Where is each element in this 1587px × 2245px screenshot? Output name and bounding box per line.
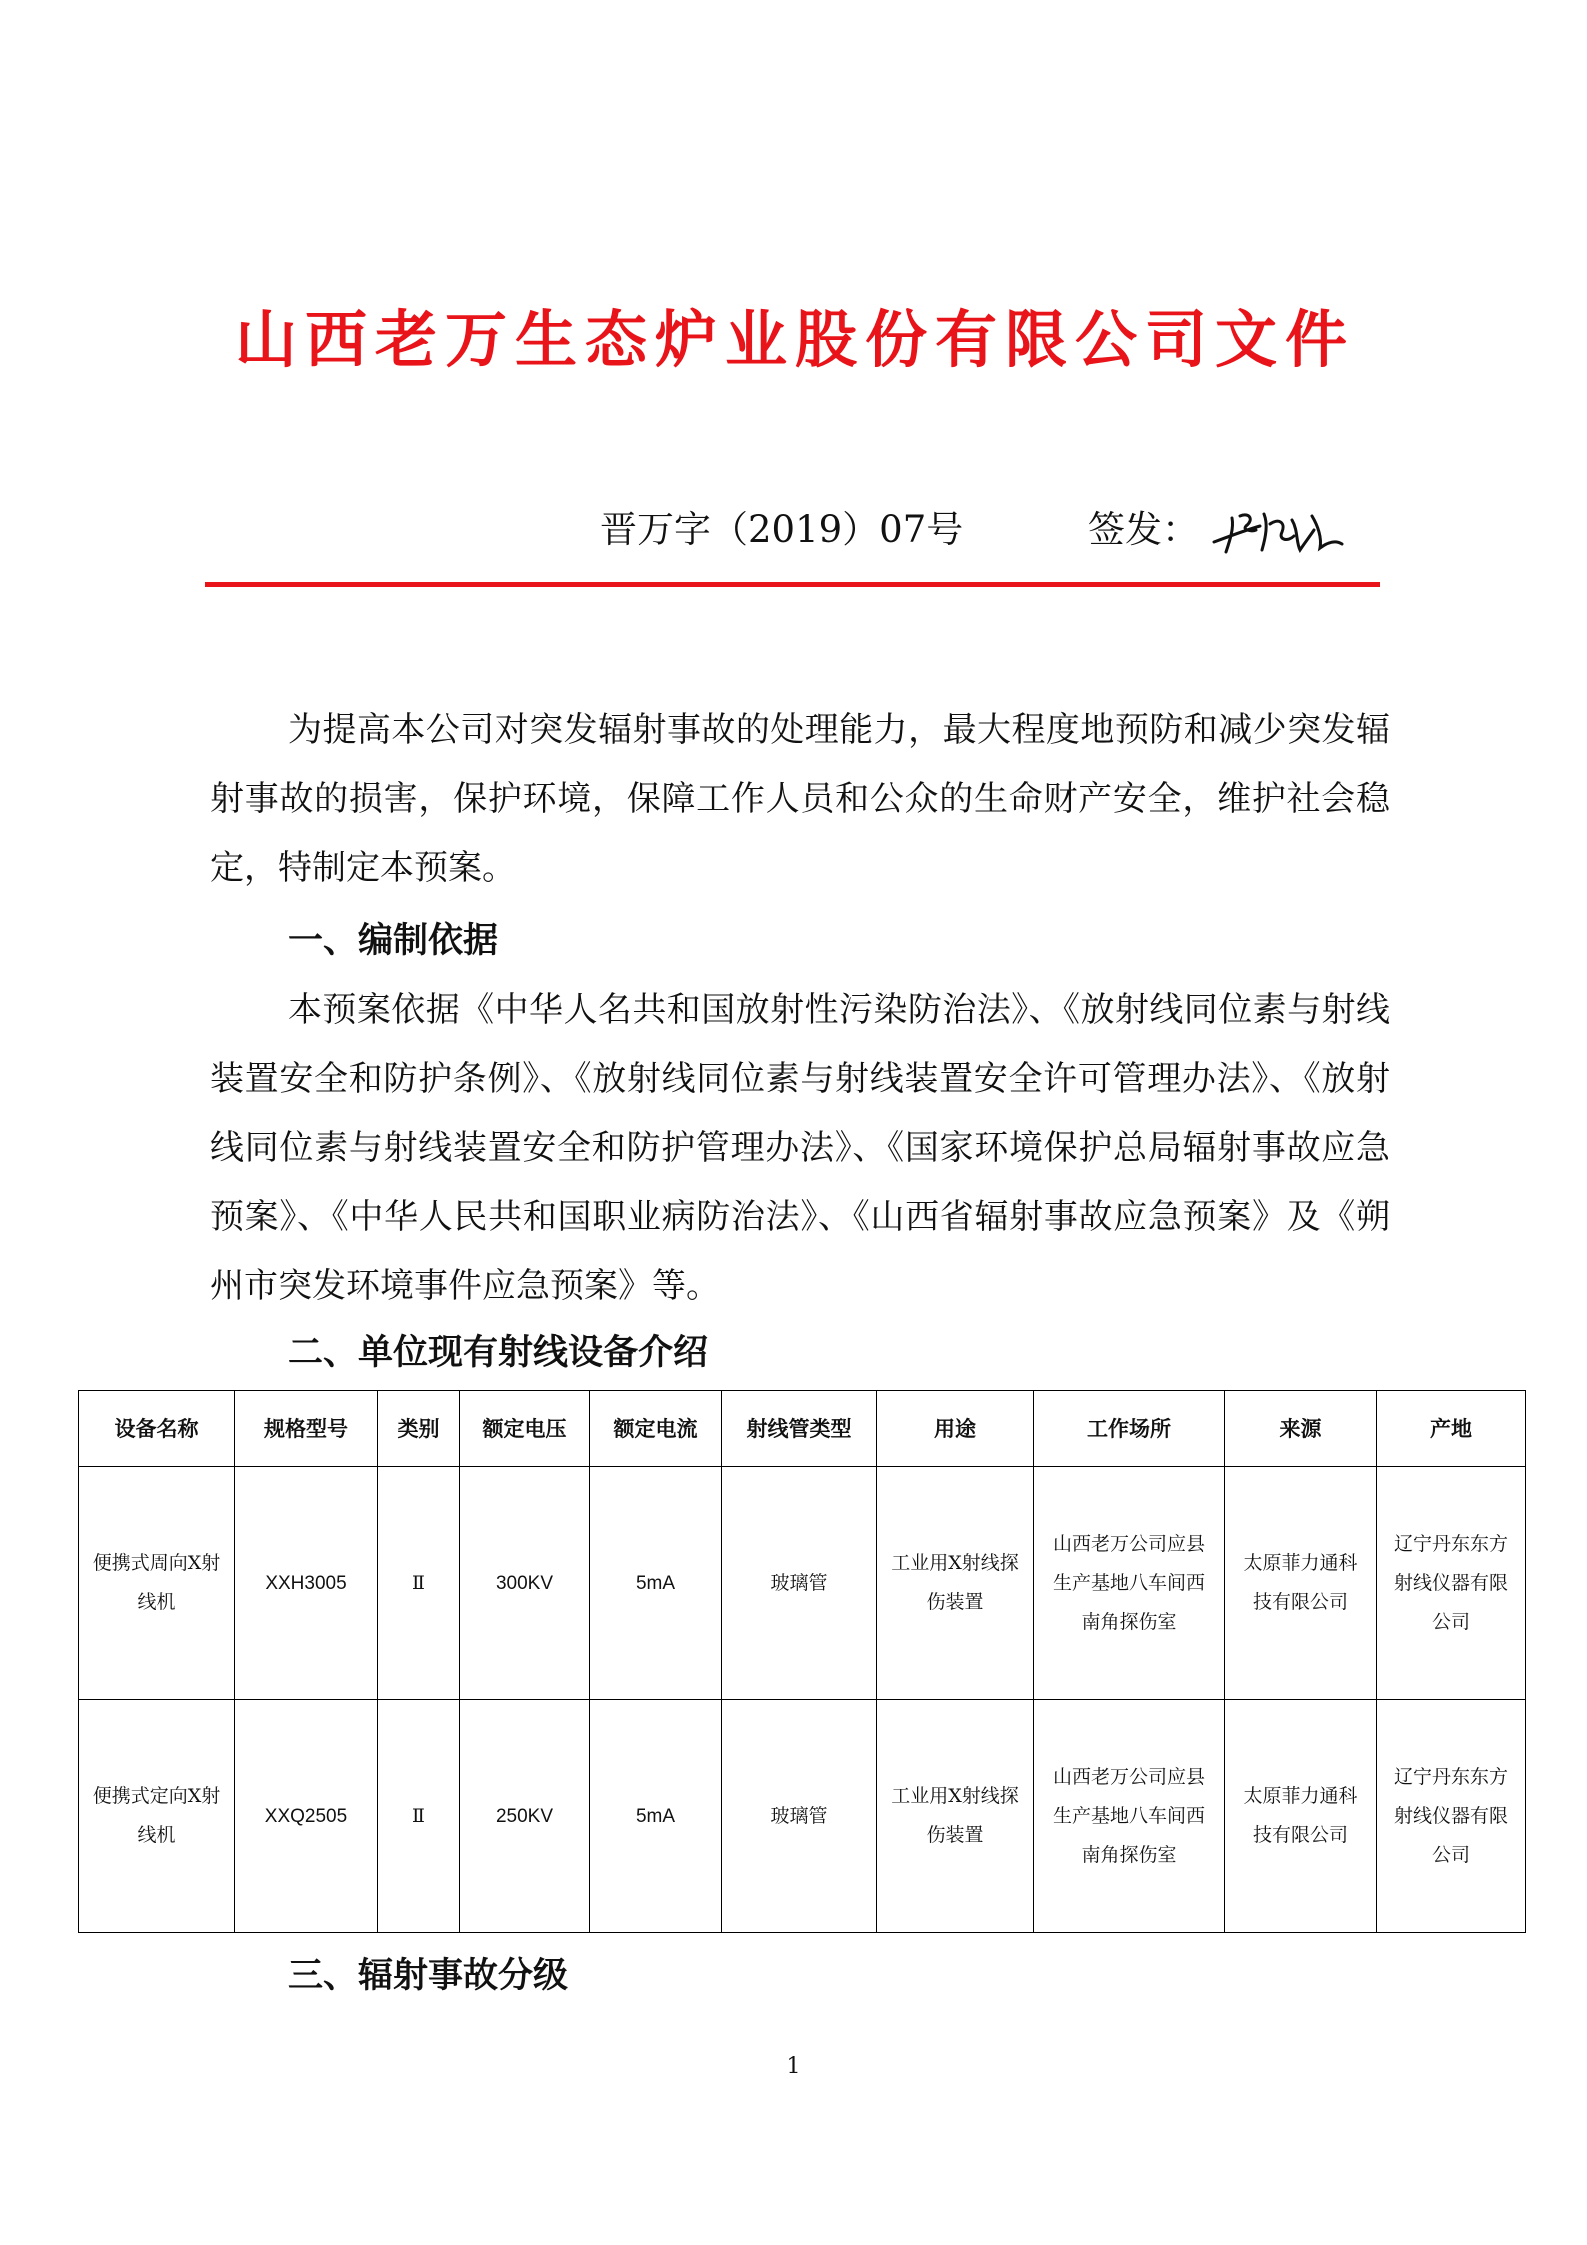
table-cell: XXH3005 (235, 1467, 378, 1700)
basis-paragraph: 本预案依据《中华人名共和国放射性污染防治法》、《放射线同位素与射线装置安全和防护条例》、《放射线同位素与射线装置安全许可管理办法》、《放射线同位素与射线装置安全和防护管理办法》、《国家环境保护总局辐射事故应急预案》、《中华人民共和国职业病防治法》、《山西省辐射事故应急预案》及《朔州市突发环境事件应急预案》等。 (210, 990, 1390, 1306)
section-heading-equipment: 二、单位现有射线设备介绍 (288, 1332, 709, 1373)
table-cell: 便携式周向X射线机 (79, 1467, 235, 1700)
column-header: 工作场所 (1034, 1391, 1225, 1467)
column-header: 额定电流 (590, 1391, 722, 1467)
column-header: 设备名称 (79, 1391, 235, 1467)
column-header: 产地 (1377, 1391, 1526, 1467)
handwritten-signature (1208, 500, 1348, 560)
table-cell: 山西老万公司应县生产基地八车间西南角探伤室 (1034, 1467, 1225, 1700)
table-cell: 辽宁丹东东方射线仪器有限公司 (1377, 1467, 1526, 1700)
equipment-table (78, 1390, 1526, 1933)
document-meta (0, 500, 1587, 560)
header-divider-rule (205, 582, 1380, 587)
column-header: 类别 (378, 1391, 460, 1467)
table-row (79, 1467, 1526, 1700)
page-number: 1 (786, 2054, 801, 2079)
table-cell: 5mA (590, 1467, 722, 1700)
table-cell: Ⅱ (378, 1467, 460, 1700)
table-cell: 山西老万公司应县生产基地八车间西南角探伤室 (1034, 1700, 1225, 1933)
column-header: 用途 (877, 1391, 1034, 1467)
table-cell: 太原菲力通科技有限公司 (1225, 1700, 1377, 1933)
table-cell: 玻璃管 (722, 1467, 877, 1700)
table-header-row (79, 1391, 1526, 1467)
table-cell: 300KV (460, 1467, 590, 1700)
table-cell: 辽宁丹东东方射线仪器有限公司 (1377, 1700, 1526, 1933)
section-heading-classification: 三、辐射事故分级 (288, 1955, 569, 1996)
table-cell: 5mA (590, 1700, 722, 1933)
document-title: 山西老万生态炉业股份有限公司文件 (234, 303, 1355, 376)
table-cell: 太原菲力通科技有限公司 (1225, 1467, 1377, 1700)
document-number: 晋万字（2019）07号 (600, 508, 964, 551)
column-header: 规格型号 (235, 1391, 378, 1467)
table-row (79, 1700, 1526, 1933)
sign-label: 签发： (1088, 508, 1199, 551)
column-header: 射线管类型 (722, 1391, 877, 1467)
table-cell: XXQ2505 (235, 1700, 378, 1933)
table-cell: Ⅱ (378, 1700, 460, 1933)
section-heading-basis: 一、编制依据 (288, 920, 499, 961)
table-cell: 玻璃管 (722, 1700, 877, 1933)
table-cell: 工业用X射线探伤装置 (877, 1467, 1034, 1700)
table-cell: 工业用X射线探伤装置 (877, 1700, 1034, 1933)
table-cell: 250KV (460, 1700, 590, 1933)
table-cell: 便携式定向X射线机 (79, 1700, 235, 1933)
column-header: 来源 (1225, 1391, 1377, 1467)
intro-paragraph: 为提高本公司对突发辐射事故的处理能力，最大程度地预防和减少突发辐射事故的损害，保护环境，保障工作人员和公众的生命财产安全，维护社会稳定，特制定本预案。 (210, 710, 1390, 888)
column-header: 额定电压 (460, 1391, 590, 1467)
